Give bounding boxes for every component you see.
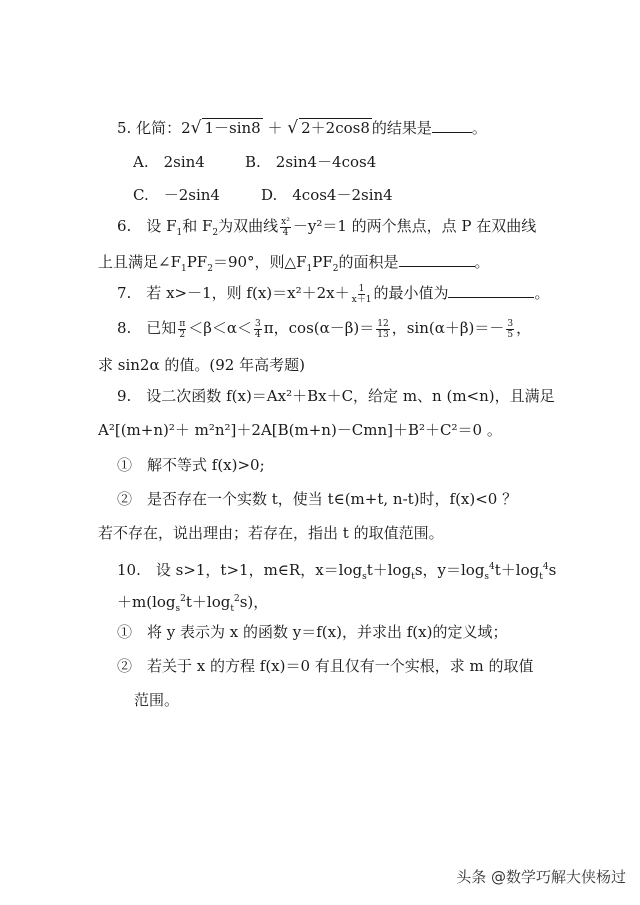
q7-text: 7. 若 x>－1，则 f(x)＝x²＋2x＋ [117, 284, 350, 302]
q6-line-2 [98, 252, 490, 279]
q6-text: PF [312, 253, 333, 271]
q6-sub: 1 [306, 264, 313, 274]
q10-line-2 [117, 589, 268, 619]
q10-item-1: ① 将 y 表示为 x 的函数 y＝f(x)，并求出 f(x)的定义域； [117, 623, 508, 641]
q10-text: ＋m(log [117, 593, 176, 611]
q6-text: 6. 设 F [117, 217, 177, 235]
q10-sup: 2 [180, 594, 186, 604]
q6-fraction [280, 217, 291, 238]
q10-line-1 [117, 557, 556, 587]
q10-text: t＋log [366, 561, 412, 579]
q7-fraction [352, 284, 372, 305]
q8-text: 8. 已知 [117, 319, 177, 337]
q6-sub: 2 [212, 228, 219, 238]
q6-text: 为双曲线 [218, 217, 279, 235]
q5-prefix: 5. 化简：2 [117, 119, 191, 137]
answer-blank [432, 132, 472, 133]
q8-text: ，sin(α＋β)＝－ [391, 319, 505, 337]
q6-line-1 [117, 216, 536, 243]
q6-sub: 1 [180, 264, 187, 274]
frac-denominator: 4 [282, 227, 289, 238]
q9-item-2: ② 是否存在一个实数 t，使当 t∈(m+t, n-t)时，f(x)<0 ？ [117, 490, 518, 508]
q10-text: t＋log [494, 561, 540, 579]
q10-text: t＋log [185, 593, 231, 611]
q9-line-2: A²[(m+n)²＋ m²n²]＋2A[B(m+n)－Cmn]＋B²＋C²＝0 。 [98, 421, 502, 439]
q10-sub: s [175, 604, 181, 614]
q6-text: 和 F [182, 217, 213, 235]
frac-numerator: π [179, 318, 186, 329]
q10-sub: t [230, 604, 234, 614]
q5-line [117, 118, 487, 138]
q10-item-2: ② 若关于 x 的方程 f(x)＝0 有且仅有一个实根，求 m 的取值 [117, 657, 534, 675]
q6-sub: 1 [176, 228, 183, 238]
q5-radicand-1: 1－sin8 [204, 119, 261, 137]
q8-line-1 [117, 318, 531, 340]
q8-fraction-3 [376, 319, 389, 340]
q5-option-a: A. 2sin4 [133, 153, 205, 171]
q10-text: 10. 设 s>1，t>1，m∈R，x＝log [117, 561, 363, 579]
q7-line [117, 283, 549, 305]
q5-option-b: B. 2sin4－4cos4 [245, 153, 377, 171]
q8-fraction-4 [506, 319, 514, 340]
q6-text: 的面积是 [338, 253, 399, 271]
frac-denominator: 13 [377, 329, 389, 340]
q9-item-1: ① 解不等式 f(x)>0; [117, 456, 265, 474]
q8-text: ， [516, 319, 532, 337]
frac-denominator: 2 [179, 329, 186, 340]
q10-sup: 4 [489, 562, 495, 572]
q6-text: ＝90°，则△F [212, 253, 307, 271]
q7-end: 。 [534, 284, 550, 302]
frac-numerator: 1 [358, 283, 365, 294]
q10-sub: s [484, 572, 490, 582]
answer-blank [399, 266, 475, 267]
answer-blank [448, 297, 534, 298]
q5-plus: ＋ [267, 119, 283, 137]
q5-option-d: D. 4cos4－2sin4 [261, 186, 393, 204]
sqrt-icon: √ [190, 118, 202, 138]
q5-end: 。 [471, 119, 487, 137]
q10-text: s)， [239, 593, 269, 611]
q8-fraction-2 [254, 319, 262, 340]
q8-fraction-1 [178, 319, 186, 340]
q9-line-1: 9. 设二次函数 f(x)＝Ax²＋Bx＋C，给定 m、n (m<n)，且满足 [117, 387, 555, 405]
frac-numerator: 12 [377, 318, 389, 329]
frac-denominator: 5 [507, 329, 514, 340]
frac-denominator: 4 [255, 329, 261, 340]
q10-sub: t [539, 572, 543, 582]
sqrt-icon: √ [287, 118, 299, 138]
frac-numerator: 3 [255, 318, 261, 329]
q6-text: －y²＝1 的两个焦点，点 P 在双曲线 [292, 217, 537, 235]
q8-line-2: 求 sin2α 的值。(92 年高考题) [98, 356, 305, 374]
q10-text: s [548, 561, 557, 579]
q6-end: 。 [474, 253, 490, 271]
q10-sub: s [362, 572, 367, 582]
q5-suffix: 的结果是 [371, 119, 432, 137]
q10-sup: 2 [233, 594, 240, 604]
q6-sub: 2 [332, 264, 339, 274]
q5-option-c: C. －2sin4 [133, 186, 220, 204]
q9-item-2-cont: 若不存在，说出理由；若存在，指出 t 的取值范围。 [98, 524, 444, 542]
q6-text: 上且满足∠F [98, 253, 181, 271]
q7-text: 的最小值为 [373, 284, 449, 302]
q10-item-2-cont: 范围。 [134, 691, 180, 709]
q10-text: s，y＝log [414, 561, 485, 579]
q6-text: PF [186, 253, 208, 271]
q8-text: π，cos(α－β)＝ [263, 319, 375, 337]
q8-text: ＜β＜α＜ [188, 319, 253, 337]
frac-denominator: x＋1 [351, 294, 372, 305]
q5-radicand-2: 2＋2cos8 [301, 119, 370, 137]
frac-numerator: x² [281, 216, 290, 227]
q10-sub: t [411, 572, 415, 582]
frac-numerator: 3 [507, 318, 514, 329]
q10-sup: 4 [542, 562, 549, 572]
watermark: 头条 @数学巧解大侠杨过 [456, 868, 626, 886]
q6-sub: 2 [207, 264, 213, 274]
